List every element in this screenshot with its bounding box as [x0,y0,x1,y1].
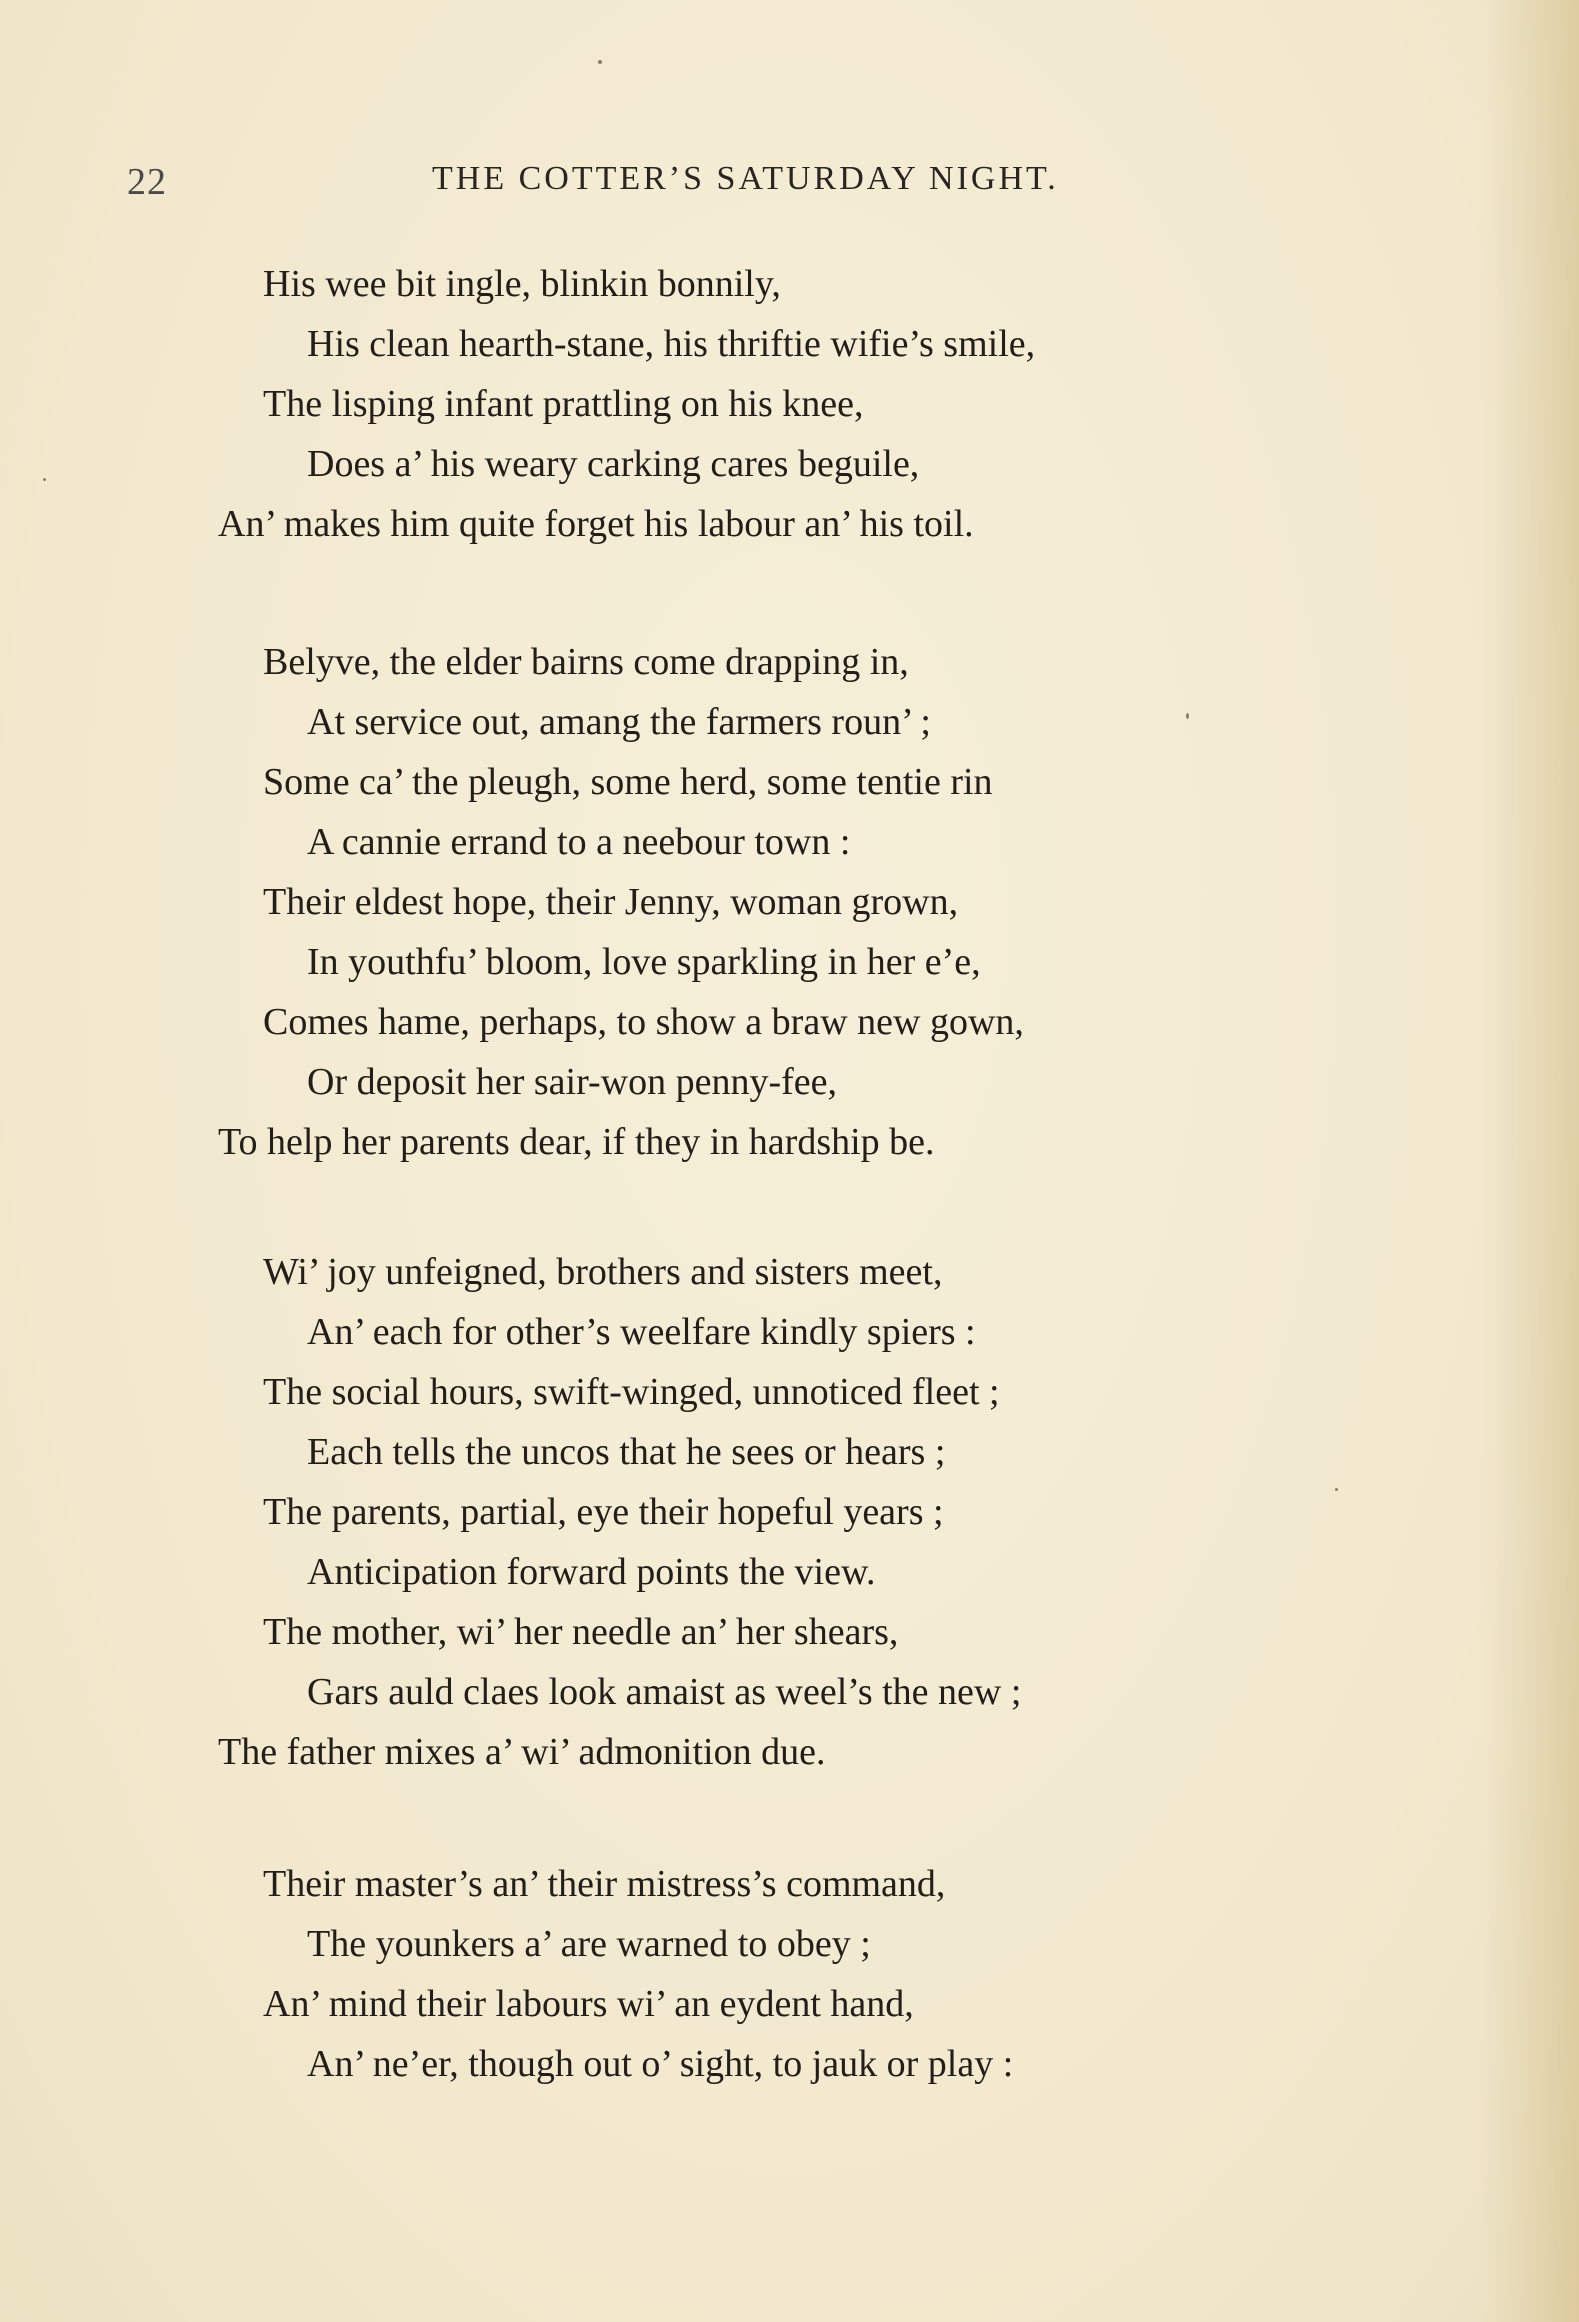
verse-line: The social hours, swift-winged, unnoticed fleet ; [263,1371,1000,1413]
paper-fleck [1335,1488,1338,1491]
verse-line: Anticipation forward points the view. [307,1551,876,1593]
verse-line: Each tells the uncos that he sees or hears ; [307,1431,946,1473]
verse-line: A cannie errand to a neebour town : [307,821,851,863]
verse-line: Gars auld claes look amaist as weel’s the new ; [307,1671,1022,1713]
paper-fleck [1186,713,1189,719]
paper-fleck [43,478,46,481]
paper-fleck [598,60,602,64]
verse-line: Their eldest hope, their Jenny, woman grown, [263,881,959,923]
verse-line: An’ ne’er, though out o’ sight, to jauk or play : [307,2043,1014,2085]
verse-line: The lisping infant prattling on his knee, [263,383,864,425]
running-title: THE COTTER’S SATURDAY NIGHT. [432,160,1059,197]
verse-line: In youthfu’ bloom, love sparkling in her e’e, [307,941,981,983]
page-header [0,160,1579,210]
verse-line: The mother, wi’ her needle an’ her shears, [263,1611,899,1653]
verse-line: His wee bit ingle, blinkin bonnily, [263,263,781,305]
verse-line: An’ each for other’s weelfare kindly spiers : [307,1311,976,1353]
verse-line: Or deposit her sair-won penny-fee, [307,1061,837,1103]
verse-line: Comes hame, perhaps, to show a braw new gown, [263,1001,1024,1043]
verse-line: The parents, partial, eye their hopeful years ; [263,1491,944,1533]
verse-line: Wi’ joy unfeigned, brothers and sisters meet, [263,1251,943,1293]
verse-line: Belyve, the elder bairns come drapping in, [263,641,909,683]
verse-line: Does a’ his weary carking cares beguile, [307,443,920,485]
verse-line: To help her parents dear, if they in hardship be. [218,1121,935,1163]
verse-line: The father mixes a’ wi’ admonition due. [218,1731,826,1773]
verse-line: At service out, amang the farmers roun’ ; [307,701,931,743]
verse-line: The younkers a’ are warned to obey ; [307,1923,871,1965]
verse-line: An’ makes him quite forget his labour an’ his toil. [218,503,974,545]
verse-line: An’ mind their labours wi’ an eydent hand, [263,1983,914,2025]
verse-line: Their master’s an’ their mistress’s command, [263,1863,946,1905]
verse-line: Some ca’ the pleugh, some herd, some tentie rin [263,761,993,803]
page-number: 22 [127,161,167,203]
verse-line: His clean hearth-stane, his thriftie wifie’s smile, [307,323,1036,365]
